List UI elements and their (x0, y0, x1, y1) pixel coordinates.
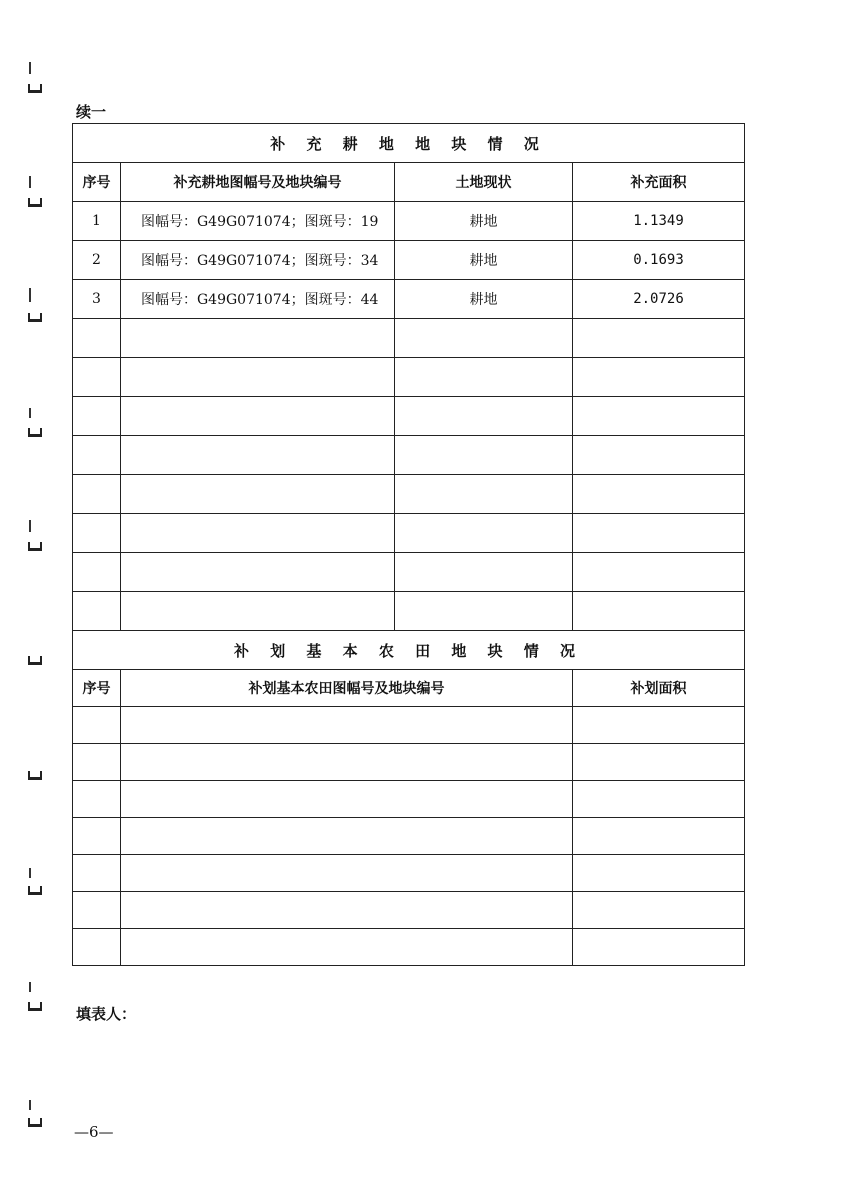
empty-cell (73, 436, 121, 475)
empty-cell (573, 892, 745, 929)
binding-mark (28, 542, 42, 551)
empty-cell (573, 744, 745, 781)
binding-mark (28, 1002, 42, 1011)
empty-cell (73, 818, 121, 855)
binding-mark (28, 771, 42, 780)
binding-mark (28, 1118, 42, 1127)
empty-cell (73, 892, 121, 929)
empty-cell (395, 475, 573, 514)
filler-label: 填表人： (76, 1005, 137, 1023)
empty-row (73, 929, 745, 966)
table-row (73, 241, 745, 280)
binding-tick (29, 1100, 31, 1110)
binding-tick (29, 288, 31, 302)
col-header-farmland-area: 补划面积 (573, 670, 745, 707)
empty-cell (573, 319, 745, 358)
empty-cell (73, 553, 121, 592)
binding-tick (29, 982, 31, 992)
empty-row (73, 436, 745, 475)
empty-row (73, 358, 745, 397)
empty-cell (395, 514, 573, 553)
supplement-title-row (73, 124, 745, 163)
binding-tick (29, 62, 31, 74)
empty-cell (73, 592, 121, 631)
table-row (73, 202, 745, 241)
binding-mark (28, 656, 42, 665)
empty-cell (573, 436, 745, 475)
empty-row (73, 781, 745, 818)
empty-cell (121, 397, 395, 436)
empty-cell (121, 553, 395, 592)
empty-row (73, 553, 745, 592)
empty-cell (73, 475, 121, 514)
empty-cell (573, 818, 745, 855)
row-status: 耕地 (395, 202, 573, 241)
row-plot: 图幅号：G49G071074；图斑号：19 (121, 202, 395, 241)
empty-cell (121, 436, 395, 475)
binding-tick (29, 176, 31, 188)
empty-cell (121, 855, 573, 892)
empty-cell (73, 929, 121, 966)
col-header-area: 补充面积 (573, 163, 745, 202)
row-area: 2.0726 (573, 280, 745, 319)
binding-mark (28, 428, 42, 437)
empty-cell (573, 514, 745, 553)
empty-row (73, 892, 745, 929)
empty-cell (573, 781, 745, 818)
col-header-no: 序号 (73, 163, 121, 202)
binding-mark (28, 84, 42, 93)
empty-cell (121, 475, 395, 514)
empty-cell (573, 592, 745, 631)
empty-cell (73, 358, 121, 397)
land-plot-table (72, 123, 745, 966)
empty-cell (573, 707, 745, 744)
empty-cell (73, 781, 121, 818)
farmland-header-row (73, 670, 745, 707)
empty-row (73, 744, 745, 781)
empty-cell (73, 397, 121, 436)
empty-cell (573, 553, 745, 592)
empty-cell (121, 744, 573, 781)
farmland-table-title: 补 划 基 本 农 田 地 块 情 况 (73, 631, 745, 670)
empty-cell (573, 475, 745, 514)
empty-row (73, 707, 745, 744)
empty-cell (121, 707, 573, 744)
empty-cell (121, 892, 573, 929)
empty-row (73, 855, 745, 892)
empty-cell (573, 929, 745, 966)
col-header-plot: 补充耕地图幅号及地块编号 (121, 163, 395, 202)
empty-cell (395, 436, 573, 475)
binding-mark (28, 313, 42, 322)
empty-row (73, 319, 745, 358)
binding-tick (29, 520, 31, 532)
empty-cell (395, 319, 573, 358)
empty-cell (573, 855, 745, 892)
supplement-table-title: 补 充 耕 地 地 块 情 况 (73, 124, 745, 163)
empty-cell (121, 358, 395, 397)
row-no: 2 (73, 241, 121, 280)
empty-row (73, 397, 745, 436)
empty-cell (73, 707, 121, 744)
empty-row (73, 818, 745, 855)
empty-row (73, 514, 745, 553)
empty-cell (573, 358, 745, 397)
empty-cell (121, 514, 395, 553)
farmland-title-row (73, 631, 745, 670)
continuation-label: 续一 (76, 103, 107, 121)
binding-mark (28, 198, 42, 207)
table-row (73, 280, 745, 319)
empty-cell (73, 319, 121, 358)
col-header-no: 序号 (73, 670, 121, 707)
row-area: 0.1693 (573, 241, 745, 280)
col-header-status: 土地现状 (395, 163, 573, 202)
empty-cell (121, 319, 395, 358)
row-no: 3 (73, 280, 121, 319)
empty-cell (73, 855, 121, 892)
empty-cell (121, 592, 395, 631)
page-number: —6— (74, 1123, 114, 1141)
empty-cell (121, 781, 573, 818)
empty-cell (121, 929, 573, 966)
row-plot: 图幅号：G49G071074；图斑号：44 (121, 280, 395, 319)
row-plot: 图幅号：G49G071074；图斑号：34 (121, 241, 395, 280)
row-no: 1 (73, 202, 121, 241)
col-header-farmland-plot: 补划基本农田图幅号及地块编号 (121, 670, 573, 707)
empty-row (73, 475, 745, 514)
empty-row (73, 592, 745, 631)
binding-tick (29, 408, 31, 418)
row-status: 耕地 (395, 280, 573, 319)
row-status: 耕地 (395, 241, 573, 280)
empty-cell (395, 592, 573, 631)
binding-tick (29, 868, 31, 878)
empty-cell (73, 514, 121, 553)
empty-cell (73, 744, 121, 781)
empty-cell (395, 397, 573, 436)
row-area: 1.1349 (573, 202, 745, 241)
binding-mark (28, 886, 42, 895)
supplement-header-row (73, 163, 745, 202)
empty-cell (395, 553, 573, 592)
empty-cell (121, 818, 573, 855)
empty-cell (395, 358, 573, 397)
empty-cell (573, 397, 745, 436)
